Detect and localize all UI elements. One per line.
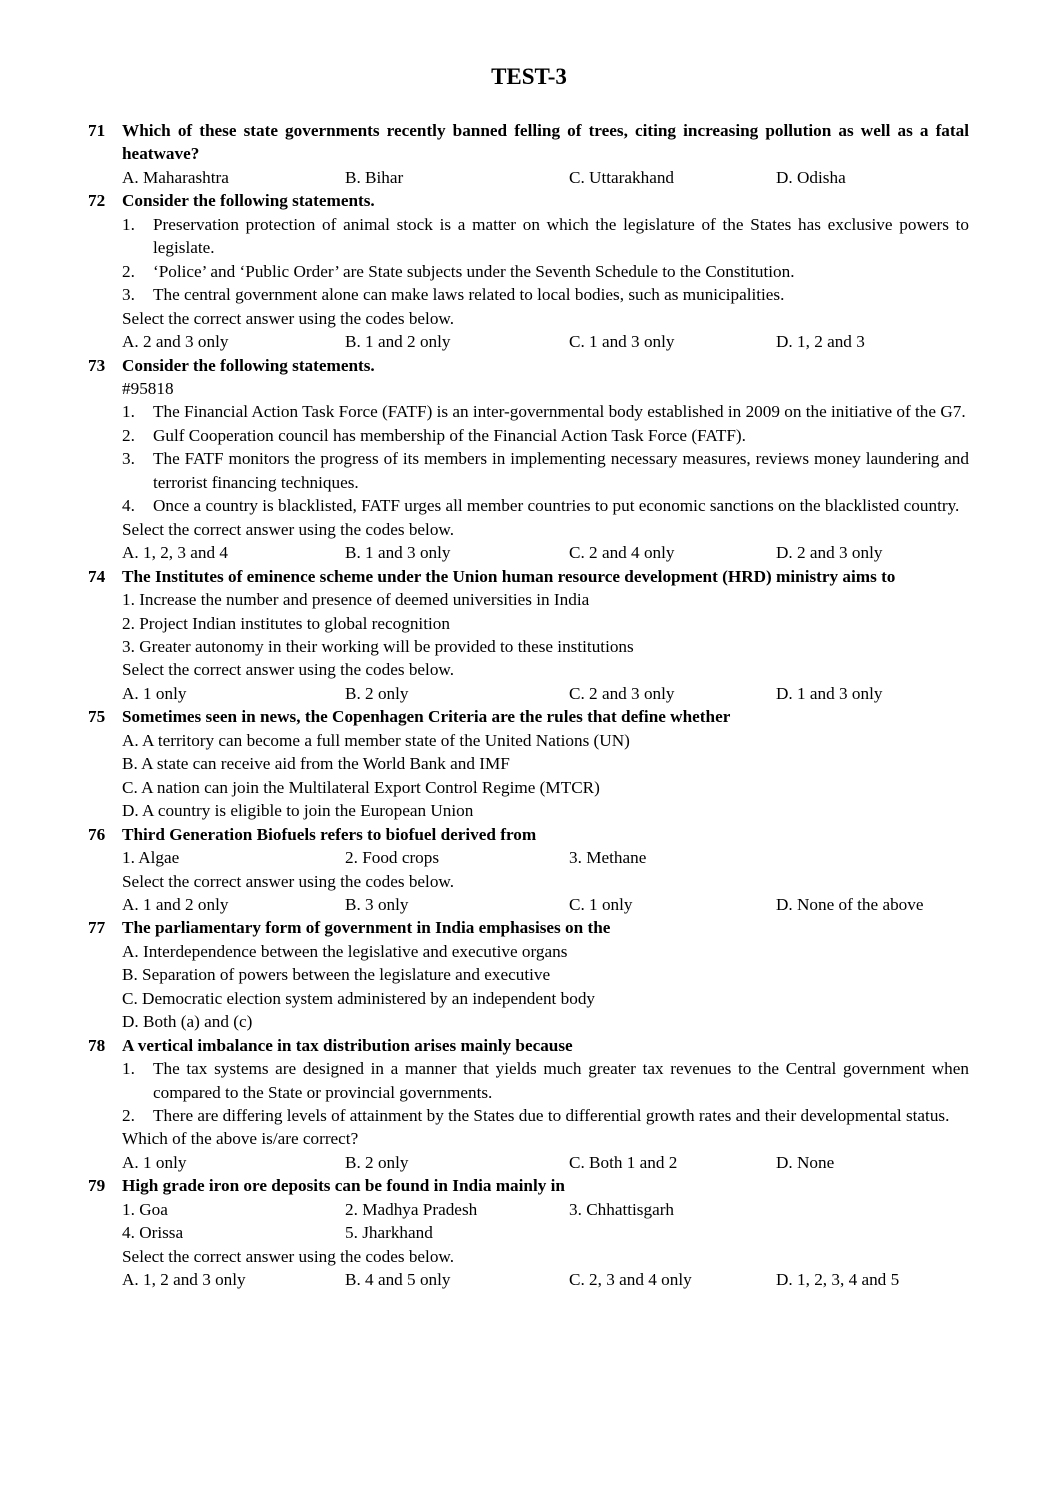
- list-item: 2. Food crops: [345, 848, 440, 868]
- question-stem: Consider the following statements.: [122, 191, 375, 211]
- statement-number: 3.: [122, 285, 135, 305]
- question-79: [88, 1174, 969, 1291]
- answer-option: A. 1 and 2 only: [122, 894, 229, 914]
- answer-option: A. Maharashtra: [122, 167, 229, 187]
- list-item: 5. Jharkhand: [345, 1223, 433, 1243]
- question-stem: Which of these state governments recently banned felling of trees, citing increasing pollution as well as a fatal heatwave?: [122, 121, 969, 164]
- list-item: 2. Project Indian institutes to global recognition: [122, 613, 450, 633]
- answer-options: [122, 1151, 969, 1174]
- question-header: [88, 823, 969, 846]
- list-item: A. Interdependence between the legislative and executive organs: [122, 941, 568, 961]
- statement-text: There are differing levels of attainment by the States due to differential growth rates and their developmental status.: [153, 1106, 950, 1126]
- answer-options: [122, 330, 969, 353]
- statement-text: The tax systems are designed in a manner that yields much greater tax revenues to the Central government when compared to the State or provincial governments.: [153, 1059, 969, 1102]
- question-header: [88, 189, 969, 212]
- statement-text: The central government alone can make laws related to local bodies, such as municipalities.: [153, 285, 785, 305]
- answer-option: C. Uttarakhand: [569, 167, 675, 187]
- statement-number: 1.: [122, 1059, 135, 1079]
- question-stem: A vertical imbalance in tax distribution arises mainly because: [122, 1035, 573, 1055]
- statement: [122, 283, 969, 306]
- answer-option: A. 1, 2, 3 and 4: [122, 543, 228, 563]
- answer-option: D. None: [776, 1152, 835, 1172]
- answer-prompt: Select the correct answer using the codes below.: [122, 1246, 455, 1266]
- answer-prompt: Select the correct answer using the codes below.: [122, 519, 455, 539]
- question-header: [88, 565, 969, 588]
- question-header: [88, 705, 969, 728]
- list-item: D. Both (a) and (c): [122, 1012, 253, 1032]
- answer-option: C. Both 1 and 2: [569, 1152, 678, 1172]
- answer-option: C. 2 and 3 only: [569, 683, 675, 703]
- statement: [122, 1104, 969, 1127]
- question-78: [88, 1034, 969, 1175]
- question-stem: Consider the following statements.: [122, 355, 375, 375]
- list-item: 3. Chhattisgarh: [569, 1199, 675, 1219]
- question-number: 79: [88, 1176, 106, 1196]
- item-row: [122, 846, 969, 869]
- question-header: [88, 1174, 969, 1197]
- statement-text: Once a country is blacklisted, FATF urges all member countries to put economic sanctions on the blacklisted country.: [153, 496, 960, 516]
- answer-option: A. 1, 2 and 3 only: [122, 1270, 246, 1290]
- list-item: B. Separation of powers between the legislature and executive: [122, 965, 551, 985]
- answer-option: C. 1 and 3 only: [569, 332, 675, 352]
- answer-options: [122, 682, 969, 705]
- answer-option: D. 1, 2, 3, 4 and 5: [776, 1270, 900, 1290]
- answer-option: D. Odisha: [776, 167, 846, 187]
- question-71: [88, 119, 969, 189]
- answer-option: B. 4 and 5 only: [345, 1270, 451, 1290]
- question-number: 73: [88, 355, 106, 375]
- answer-option: B. Bihar: [345, 167, 404, 187]
- answer-option: C. 1 only: [569, 894, 633, 914]
- question-73: [88, 354, 969, 565]
- question-number: 78: [88, 1035, 106, 1055]
- question-stem: High grade iron ore deposits can be found in India mainly in: [122, 1176, 565, 1196]
- statement: [122, 494, 969, 517]
- list-item: B. A state can receive aid from the World Bank and IMF: [122, 754, 510, 774]
- statement: [122, 424, 969, 447]
- question-stem: Third Generation Biofuels refers to biofuel derived from: [122, 824, 537, 844]
- answer-option: D. None of the above: [776, 894, 924, 914]
- answer-options: [122, 541, 969, 564]
- answer-option: D. 1, 2 and 3: [776, 332, 865, 352]
- statement-text: Gulf Cooperation council has membership of the Financial Action Task Force (FATF).: [153, 425, 746, 445]
- answer-option: C. 2, 3 and 4 only: [569, 1270, 692, 1290]
- question-77: [88, 916, 969, 1033]
- question-76: [88, 823, 969, 917]
- question-75: [88, 705, 969, 822]
- list-item: C. A nation can join the Multilateral Export Control Regime (MTCR): [122, 777, 600, 797]
- list-item: 1. Goa: [122, 1199, 168, 1219]
- list-item: C. Democratic election system administered by an independent body: [122, 988, 596, 1008]
- question-number: 77: [88, 918, 106, 938]
- question-stem: The parliamentary form of government in India emphasises on the: [122, 918, 611, 938]
- statement: [122, 400, 969, 423]
- item-row: [122, 1221, 969, 1244]
- item-row: [122, 1198, 969, 1221]
- question-header: [88, 916, 969, 939]
- question-72: [88, 189, 969, 353]
- question-stem: Sometimes seen in news, the Copenhagen Criteria are the rules that define whether: [122, 707, 731, 727]
- list-item: D. A country is eligible to join the European Union: [122, 801, 474, 821]
- answer-options: [122, 893, 969, 916]
- answer-option: B. 2 only: [345, 683, 409, 703]
- statement-number: 4.: [122, 496, 135, 516]
- question-code: #95818: [122, 378, 174, 398]
- answer-prompt: Select the correct answer using the codes below.: [122, 871, 455, 891]
- list-item: A. A territory can become a full member state of the United Nations (UN): [122, 730, 630, 750]
- answer-option: B. 2 only: [345, 1152, 409, 1172]
- answer-prompt: Which of the above is/are correct?: [122, 1129, 359, 1149]
- answer-option: A. 1 only: [122, 1152, 187, 1172]
- question-header: [88, 119, 969, 166]
- statement-number: 3.: [122, 449, 135, 469]
- question-header: [88, 354, 969, 377]
- list-item: 1. Increase the number and presence of deemed universities in India: [122, 590, 590, 610]
- statement: [122, 213, 969, 260]
- question-number: 72: [88, 191, 106, 211]
- question-number: 71: [88, 121, 106, 140]
- statement-text: Preservation protection of animal stock is a matter on which the legislature of the States has exclusive powers to legislate.: [153, 214, 969, 258]
- list-item: 3. Greater autonomy in their working will be provided to these institutions: [122, 636, 634, 656]
- statement-text: The Financial Action Task Force (FATF) is an inter-governmental body established in 2009 on the initiative of the G7.: [153, 402, 966, 422]
- list-item: 2. Madhya Pradesh: [345, 1199, 478, 1219]
- answer-options: [122, 1268, 969, 1291]
- answer-prompt: Select the correct answer using the codes below.: [122, 308, 455, 328]
- question-stem: The Institutes of eminence scheme under the Union human resource development (HRD) ministry aims to: [122, 566, 896, 586]
- statement-number: 2.: [122, 261, 135, 281]
- statement: [122, 1057, 969, 1104]
- answer-option: A. 2 and 3 only: [122, 332, 229, 352]
- answer-option: B. 1 and 3 only: [345, 543, 451, 563]
- statement-text: ‘Police’ and ‘Public Order’ are State subjects under the Seventh Schedule to the Constitution.: [153, 261, 795, 281]
- statement-number: 1.: [122, 402, 135, 422]
- answer-option: D. 2 and 3 only: [776, 543, 883, 563]
- statement: [122, 260, 969, 283]
- answer-option: B. 3 only: [345, 894, 409, 914]
- question-number: 75: [88, 707, 106, 727]
- answer-options: [122, 166, 969, 189]
- statement-number: 1.: [122, 214, 135, 234]
- question-number: 76: [88, 824, 106, 844]
- list-item: 1. Algae: [122, 848, 180, 868]
- statement-text: The FATF monitors the progress of its members in implementing necessary measures, reviews money laundering and terrorist financing techniques.: [153, 449, 969, 492]
- page-title: TEST-3: [491, 64, 567, 89]
- statement-number: 2.: [122, 425, 135, 445]
- answer-prompt: Select the correct answer using the codes below.: [122, 660, 455, 680]
- answer-option: A. 1 only: [122, 683, 187, 703]
- answer-option: B. 1 and 2 only: [345, 332, 451, 352]
- question-header: [88, 1034, 969, 1057]
- statement: [122, 447, 969, 494]
- statement-number: 2.: [122, 1106, 135, 1126]
- question-74: [88, 565, 969, 706]
- answer-option: D. 1 and 3 only: [776, 683, 883, 703]
- question-list: [88, 119, 969, 1292]
- question-number: 74: [88, 566, 106, 586]
- answer-option: C. 2 and 4 only: [569, 543, 675, 563]
- list-item: 3. Methane: [569, 848, 647, 868]
- list-item: 4. Orissa: [122, 1223, 184, 1243]
